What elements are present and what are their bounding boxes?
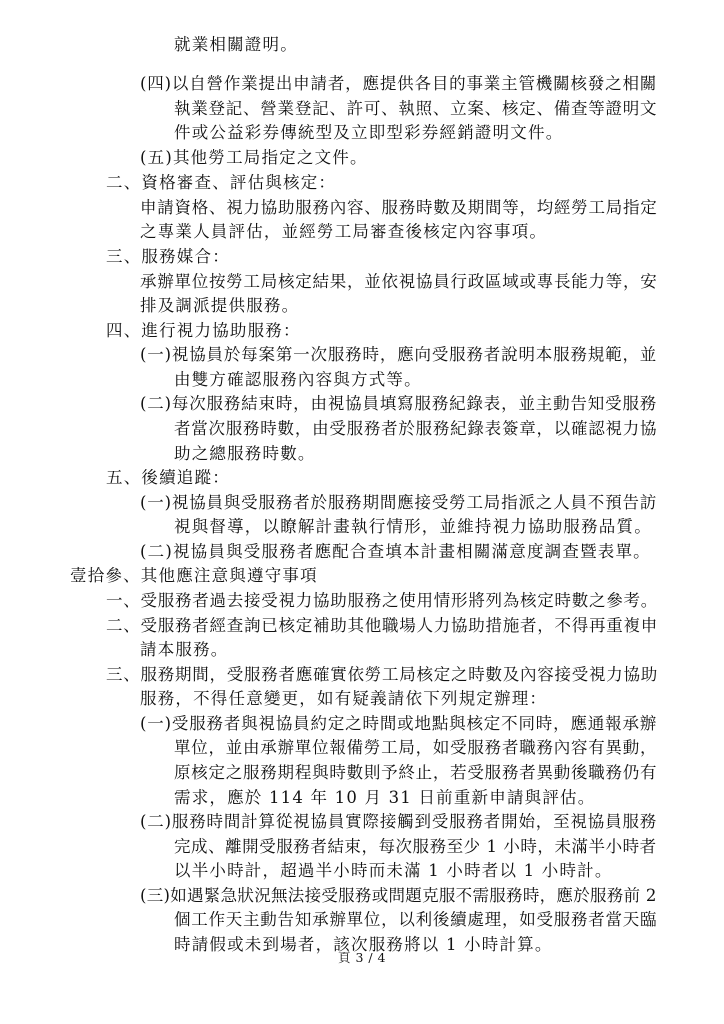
text-line: 承辦單位按勞工局核定結果，並依視協員行政區域或專長能力等，安 — [140, 272, 658, 291]
text-line: 由雙方確認服務內容與方式等。 — [174, 370, 422, 389]
text-line: 個工作天主動告知承辦單位，以利後續處理，如受服務者當天臨 — [174, 910, 658, 929]
text-line: 三、服務期間，受服務者應確實依勞工局核定之時數及內容接受視力協助 — [106, 665, 658, 684]
text-line: 需求，應於 114 年 10 月 31 日前重新申請與評估。 — [174, 788, 596, 807]
text-line: 件或公益彩券傳統型及立即型彩券經銷證明文件。 — [174, 123, 564, 142]
text-line: 執業登記、營業登記、許可、執照、立案、核定、備查等證明文 — [174, 99, 658, 118]
text-line: (二)服務時間計算從視協員實際接觸到受服務者開始，至視協員服務 — [140, 812, 658, 831]
text-line: 請本服務。 — [140, 640, 229, 659]
text-line: 壹拾參、其他應注意與遵守事項 — [70, 566, 318, 585]
text-line: (五)其他勞工局指定之文件。 — [140, 148, 368, 167]
page-number: 頁 3 / 4 — [337, 950, 387, 965]
text-line: (一)視協員於每案第一次服務時，應向受服務者說明本服務規範，並 — [140, 345, 658, 364]
text-line: 原核定之服務期程與時數則予終止，若受服務者異動後職務仍有 — [174, 763, 658, 782]
text-line: 二、資格審查、評估與核定： — [106, 173, 337, 192]
text-line: (三)如遇緊急狀況無法接受服務或問題克服不需服務時，應於服務前 2 — [140, 886, 657, 905]
text-line: 二、受服務者經查詢已核定補助其他職場人力協助措施者，不得再重複申 — [106, 616, 658, 635]
text-line: 視與督導，以瞭解計畫執行情形，並維持視力協助服務品質。 — [174, 517, 652, 536]
text-line: 服務，不得任意變更，如有疑義請依下列規定辦理： — [140, 689, 548, 708]
text-line: 之專業人員評估，並經勞工局審查後核定內容事項。 — [140, 222, 548, 241]
text-line: 者當次服務時數，由受服務者於服務紀錄表簽章，以確認視力協 — [174, 419, 658, 438]
text-line: 四、進行視力協助服務： — [106, 321, 301, 340]
text-line: (二)視協員與受服務者應配合查填本計畫相關滿意度調查暨表單。 — [140, 542, 651, 561]
text-line: 三、服務媒合： — [106, 247, 230, 266]
text-line: (二)每次服務結束時，由視協員填寫服務紀錄表，並主動告知受服務 — [140, 394, 658, 413]
text-line: 排及調派提供服務。 — [140, 296, 300, 315]
text-line: 單位，並由承辦單位報備勞工局，如受服務者職務內容有異動， — [174, 738, 658, 757]
text-line: (一)視協員與受服務者於服務期間應接受勞工局指派之人員不預告訪 — [140, 493, 658, 512]
text-line: 以半小時計，超過半小時而未滿 1 小時者以 1 小時計。 — [174, 861, 613, 880]
text-line: (四)以自營作業提出申請者，應提供各目的事業主管機關核發之相關 — [140, 74, 658, 93]
text-line: 完成、離開受服務者結束，每次服務至少 1 小時，未滿半小時者 — [174, 837, 657, 856]
text-line: 就業相關證明。 — [174, 35, 298, 54]
text-line: 時請假或未到場者，該次服務將以 1 小時計算。 — [174, 935, 553, 954]
text-line: 申請資格、視力協助服務內容、服務時數及期間等，均經勞工局指定 — [140, 198, 658, 217]
text-line: 五、後續追蹤： — [106, 468, 230, 487]
text-line: 一、受服務者過去接受視力協助服務之使用情形將列為核定時數之參考。 — [106, 591, 658, 610]
text-line: (一)受服務者與視協員約定之時間或地點與核定不同時，應通報承辦 — [140, 714, 658, 733]
text-line: 助之總服務時數。 — [174, 444, 316, 463]
